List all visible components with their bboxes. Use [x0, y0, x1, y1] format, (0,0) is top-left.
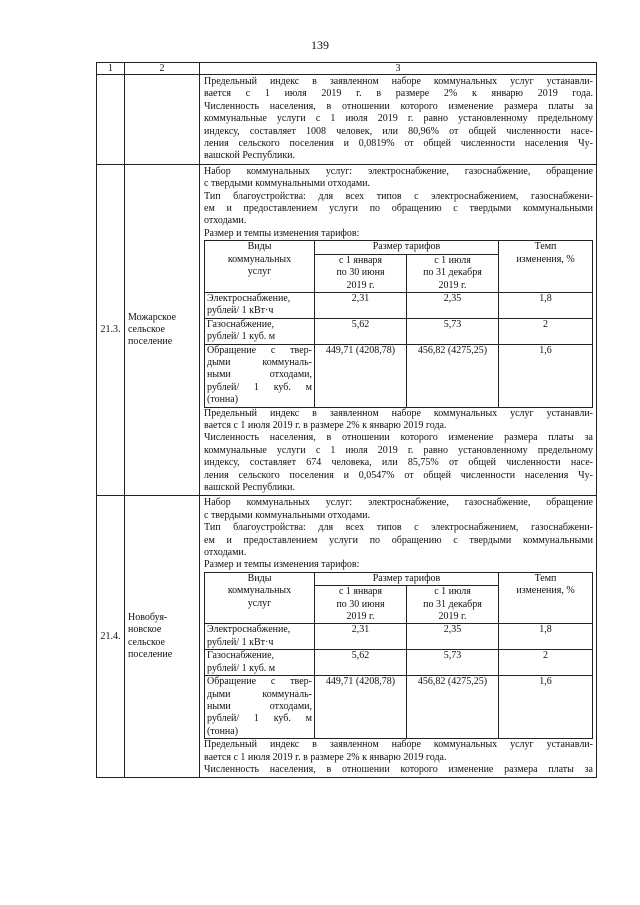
tariff-value: 5,62	[315, 650, 407, 676]
text-line: ем и предоставлением услуги по обращению с твердыми коммунальными	[204, 534, 593, 546]
settlement-name	[125, 164, 200, 496]
tariff-head-size: Размер тарифов	[315, 241, 499, 254]
text-line: индексу, составляет 674 человека, или 85,75% от общей численности насе-	[204, 457, 593, 469]
text-line: рублей/ 1 куб. м	[207, 713, 312, 725]
index-paragraph	[204, 408, 593, 433]
text-line: индексу, составляет 1008 человек, или 80,96% от общей численности насе-	[204, 125, 593, 137]
top-continuation-row	[97, 75, 597, 165]
column-header-2: 2	[125, 63, 200, 75]
text-line: с 1 января	[338, 254, 383, 266]
text-line: ления сельского поселения и 0,0819% от общей численности населения Чу-	[204, 138, 593, 150]
text-line: по 30 июня	[336, 598, 385, 610]
text-line: Темп	[534, 241, 557, 253]
settlement-number: 21.4.	[97, 496, 125, 778]
text-line: коммунальные услуги с 1 июля 2019 г. равно установленному предельному	[204, 444, 593, 456]
text-line: Набор коммунальных услуг: электроснабжение, газоснабжение, обращение	[204, 165, 593, 177]
tariff-value: 456,82 (4275,25)	[407, 344, 499, 407]
text-line: рублей/ 1 кВт·ч	[207, 305, 274, 317]
text-line: по 31 декабря	[423, 598, 482, 610]
improvement-type	[204, 191, 593, 228]
tariff-kind	[205, 624, 315, 650]
text-line: с 1 января	[338, 586, 383, 598]
column-header-3: 3	[200, 63, 597, 75]
page-number: 139	[311, 38, 329, 52]
text-line: Предельный индекс в заявленном наборе коммунальных услуг устанавли-	[204, 76, 593, 87]
text-line: отходами.	[204, 547, 247, 559]
text-line: изменения, %	[516, 253, 575, 265]
text-line: рублей/ 1 куб. м	[207, 381, 312, 393]
text-line: с 1 июля	[434, 586, 471, 598]
settlement-name	[125, 496, 200, 778]
text-line: ем и предоставлением услуги по обращению с твердыми коммунальными	[204, 203, 593, 215]
tariff-kind	[205, 344, 315, 407]
settlement-content	[200, 496, 597, 778]
text-line: Темп	[534, 572, 557, 584]
text-line: дыми коммуналь-	[207, 356, 312, 368]
text-line: ления сельского поселения и 0,0547% от общей численности населения Чу-	[204, 469, 593, 481]
text-line: сельское	[128, 636, 165, 648]
tariff-kind	[205, 650, 315, 676]
tariff-value: 2,31	[315, 624, 407, 650]
tariff-row	[205, 292, 593, 318]
services-set	[204, 166, 593, 191]
text-line: Численность населения, в отношении которого изменение размера платы за	[204, 432, 593, 444]
tariff-row	[205, 344, 593, 407]
tariff-rate: 1,8	[499, 292, 593, 318]
text-line: ными отходами,	[207, 700, 312, 712]
tariff-rows	[205, 292, 593, 407]
tariff-value: 2,35	[407, 292, 499, 318]
index-paragraph	[204, 739, 593, 764]
tariff-row	[205, 318, 593, 344]
top-block-lines	[204, 76, 593, 163]
text-line: Набор коммунальных услуг: электроснабжение, газоснабжение, обращение	[204, 497, 593, 509]
tariff-value: 449,71 (4208,78)	[315, 344, 407, 407]
tariff-rate: 1,6	[499, 676, 593, 739]
column-header-1: 1	[97, 63, 125, 75]
text-line: Предельный индекс в заявленном наборе коммунальных услуг устанавли-	[204, 739, 593, 751]
text-line: услуг	[247, 597, 272, 609]
tariff-period-2	[407, 254, 499, 292]
text-line: по 31 декабря	[423, 267, 482, 279]
tariff-head-kind	[205, 572, 315, 624]
text-line: коммунальных	[227, 585, 292, 597]
population-paragraph	[204, 432, 593, 494]
tariff-value: 2,31	[315, 292, 407, 318]
tariff-head-size: Размер тарифов	[315, 572, 499, 585]
tariff-header-row	[205, 241, 593, 254]
tariff-row	[205, 624, 593, 650]
column-header-row	[97, 63, 597, 75]
tariff-table	[204, 572, 593, 739]
text-line: вается с 1 июля 2019 г. в размере 2% к январю 2019 года.	[204, 88, 593, 100]
text-line: Виды	[247, 241, 272, 253]
settlements-table	[96, 62, 597, 778]
tariff-value: 2,35	[407, 624, 499, 650]
text-line: коммунальные услуги с 1 июля 2019 г. равно установленному предельному	[204, 113, 593, 125]
text-line: с твердыми коммунальными отходами.	[204, 509, 371, 521]
tariff-value: 449,71 (4208,78)	[315, 676, 407, 739]
tariff-value: 456,82 (4275,25)	[407, 676, 499, 739]
text-line: Новобуя-	[128, 612, 168, 624]
text-line: изменения, %	[516, 585, 575, 597]
tariff-period-1	[315, 254, 407, 292]
settlement-content	[200, 164, 597, 496]
text-line: Электроснабжение,	[207, 292, 291, 304]
text-line: 2019 г.	[438, 611, 467, 623]
text-line: Предельный индекс в заявленном наборе коммунальных услуг устанавли-	[204, 407, 593, 419]
text-line: услуг	[247, 266, 272, 278]
text-line: Обращение с твер-	[207, 344, 312, 356]
tariff-table	[204, 240, 593, 407]
text-line: 2019 г.	[346, 279, 375, 291]
text-line: дыми коммуналь-	[207, 688, 312, 700]
improvement-type	[204, 522, 593, 559]
text-line: Газоснабжение,	[207, 318, 275, 330]
tariff-kind	[205, 292, 315, 318]
text-line: Газоснабжение,	[207, 650, 275, 662]
tariff-row	[205, 676, 593, 739]
text-line: вается с 1 июля 2019 г. в размере 2% к январю 2019 года.	[204, 751, 447, 763]
text-line: сельское	[128, 323, 165, 335]
text-line: рублей/ 1 куб. м	[207, 662, 276, 674]
text-line: 2019 г.	[346, 611, 375, 623]
settlement-number: 21.3.	[97, 164, 125, 496]
tariff-rate: 1,6	[499, 344, 593, 407]
tariff-kind	[205, 676, 315, 739]
tariff-head-rate	[499, 572, 593, 624]
tariff-rate: 2	[499, 318, 593, 344]
tariff-rate: 2	[499, 650, 593, 676]
text-line: вашской Республики.	[204, 482, 296, 493]
tariff-header-row	[205, 572, 593, 585]
rates-title: Размер и темпы изменения тарифов:	[204, 559, 360, 571]
text-line: Тип благоустройства: для всех типов с электроснабжением, газоснабжени-	[204, 522, 593, 534]
text-line: Тип благоустройства: для всех типов с электроснабжением, газоснабжени-	[204, 190, 593, 202]
settlement-row	[97, 164, 597, 496]
text-line: вашской Республики.	[204, 150, 296, 162]
text-line: Обращение с твер-	[207, 676, 312, 688]
settlement-row	[97, 496, 597, 778]
text-line: новское	[128, 624, 162, 636]
tariff-kind	[205, 318, 315, 344]
top-block	[200, 75, 597, 165]
text-line: Виды	[247, 572, 272, 584]
text-line: поселение	[128, 336, 173, 348]
text-line: рублей/ 1 кВт·ч	[207, 636, 274, 648]
population-paragraph	[204, 764, 593, 776]
tariff-row	[205, 650, 593, 676]
tariff-value: 5,73	[407, 318, 499, 344]
tariff-rate: 1,8	[499, 624, 593, 650]
tariff-value: 5,73	[407, 650, 499, 676]
tariff-value: 5,62	[315, 318, 407, 344]
text-line: (тонна)	[207, 394, 239, 406]
text-line: (тонна)	[207, 725, 239, 737]
text-line: отходами.	[204, 215, 247, 227]
text-line: коммунальных	[227, 253, 292, 265]
services-set	[204, 497, 593, 522]
tariff-head-rate	[499, 241, 593, 293]
text-line: вается с 1 июля 2019 г. в размере 2% к январю 2019 года.	[204, 419, 447, 431]
tariff-period-1	[315, 586, 407, 624]
rates-title: Размер и темпы изменения тарифов:	[204, 227, 360, 239]
text-line: 2019 г.	[438, 279, 467, 291]
text-line: Численность населения, в отношении которого изменение размера платы за	[204, 763, 593, 775]
text-line: Можарское	[128, 311, 177, 323]
text-line: Численность населения, в отношении которого изменение размера платы за	[204, 100, 593, 112]
text-line: с твердыми коммунальными отходами.	[204, 178, 371, 190]
tariff-head-kind	[205, 241, 315, 293]
text-line: с 1 июля	[434, 254, 471, 266]
text-line: ными отходами,	[207, 369, 312, 381]
text-line: рублей/ 1 куб. м	[207, 331, 276, 343]
text-line: Электроснабжение,	[207, 624, 291, 636]
text-line: поселение	[128, 649, 173, 661]
tariff-rows	[205, 624, 593, 739]
text-line: по 30 июня	[336, 267, 385, 279]
tariff-period-2	[407, 586, 499, 624]
